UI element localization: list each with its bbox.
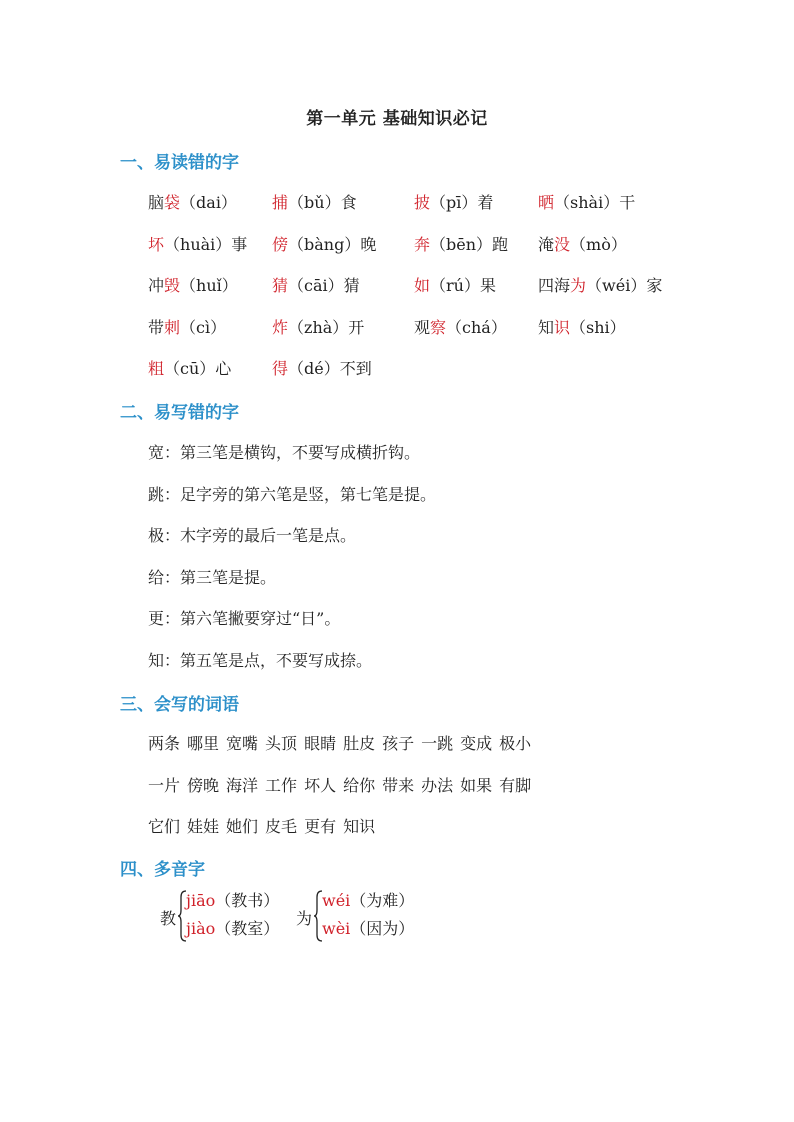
highlight-character: 刺 [164,317,181,337]
miswrite-line: 知：第五笔是点，不要写成捺。 [148,650,373,670]
example-word: （教书） [215,891,280,910]
word-item: 它们 [148,817,181,836]
word-item: 宽嘴 [226,734,259,753]
word-item: 带来 [382,775,415,795]
pinyin-text: （cū）心 [164,359,232,378]
highlight-character: 披 [414,193,431,212]
pinyin-text: （huài）事 [164,234,248,254]
word-item: 坏人 [304,775,337,795]
misread-item [148,273,238,296]
pinyin-text: （cì） [180,317,227,337]
word-item: 一跳 [421,734,454,753]
page-title: 第一单元 基础知识必记 [306,109,488,129]
pinyin-text: （pī）着 [430,193,494,212]
miswrite-line: 给：第三笔是提。 [148,567,277,587]
highlight-character: 袋 [164,193,181,212]
polyphone-reading [186,916,279,939]
miswrite-line: 更：第六笔撇要穿过“日”。 [148,609,341,628]
highlight-character: 奔 [414,234,431,254]
word-item: 更有 [304,817,337,836]
word-item: 变成 [460,734,493,753]
word-item: 极小 [499,734,532,753]
word-item: 海洋 [226,775,259,795]
misread-item [414,315,507,338]
highlight-character: 坏 [148,234,165,254]
section-heading-miswrite: 二、易写错的字 [120,403,239,423]
word-item: 肚皮 [343,734,376,753]
highlight-character: 得 [272,359,289,378]
word-item: 皮毛 [265,817,298,836]
plain-text: 知 [538,317,555,337]
misread-item [272,232,376,255]
misread-item [414,232,508,255]
word-line [148,731,538,754]
polyphone-character: 为 [296,909,313,928]
pinyin-text: （cāi）猜 [288,276,360,295]
example-word: （因为） [350,919,415,938]
pinyin-text: （dai） [180,193,237,212]
polyphone-character: 教 [160,909,177,928]
misread-item [538,315,626,338]
word-item: 给你 [343,775,376,795]
miswrite-line: 极：木字旁的最后一笔是点。 [148,526,357,545]
section-heading-misread: 一、易读错的字 [120,153,239,173]
misread-item [148,190,237,213]
polyphone-reading [322,916,414,939]
pinyin-text: （chá） [446,317,507,337]
word-item: 娃娃 [187,817,220,836]
highlight-character: 猜 [272,276,289,295]
pinyin-text: （bǔ）食 [288,193,357,212]
word-item: 哪里 [187,734,220,753]
misread-item [148,232,247,255]
highlight-character: 没 [554,234,571,254]
word-line [148,773,538,796]
misread-item [272,190,357,213]
highlight-character: 如 [414,276,431,295]
misread-item [538,190,635,213]
pinyin-text: （huǐ） [180,276,238,295]
word-item: 她们 [226,817,259,836]
pinyin-text: （shi） [570,317,626,337]
section-heading-polyphones: 四、多音字 [120,860,205,880]
highlight-character: 察 [430,317,447,337]
highlight-character: 炸 [272,317,289,337]
misread-item [538,273,662,296]
pinyin-text: （rú）果 [430,276,496,295]
word-item: 如果 [460,775,493,795]
miswrite-line: 跳：足字旁的第六笔是竖，第七笔是提。 [148,484,437,504]
highlight-character: 捕 [272,193,289,212]
pinyin-reading: wèi [322,919,351,938]
pinyin-text: （shài）干 [554,193,636,212]
misread-item [414,273,496,296]
word-item: 傍晚 [187,775,220,795]
pinyin-reading: jiào [186,919,216,938]
pinyin-text: （zhà）开 [288,317,365,337]
pinyin-text: （wéi）家 [586,276,663,295]
highlight-character: 识 [554,317,571,337]
misread-item [414,190,493,213]
highlight-character: 晒 [538,193,555,212]
word-item: 两条 [148,734,181,753]
word-item: 眼睛 [304,734,337,753]
word-item: 有脚 [499,775,532,795]
polyphone-reading [186,888,279,911]
misread-item [272,273,360,296]
pinyin-reading: jiāo [186,891,216,910]
word-item: 知识 [343,817,376,836]
word-item: 办法 [421,775,454,795]
plain-text: 四海 [538,276,571,295]
misread-item [148,315,226,338]
word-item: 孩子 [382,734,415,753]
miswrite-line: 宽：第三笔是横钩，不要写成横折钩。 [148,443,421,462]
pinyin-text: （dé）不到 [288,359,372,378]
misread-item [272,315,364,338]
highlight-character: 为 [570,276,587,295]
highlight-character: 粗 [148,359,165,378]
example-word: （教室） [215,919,280,938]
highlight-character: 傍 [272,234,289,254]
pinyin-text: （mò） [570,234,627,254]
pinyin-reading: wéi [322,891,351,910]
plain-text: 脑 [148,193,165,212]
plain-text: 冲 [148,276,165,295]
polyphone-reading [322,888,414,911]
misread-item [272,356,372,379]
plain-text: 观 [414,317,431,337]
word-item: 一片 [148,775,181,795]
word-item: 工作 [265,775,298,795]
section-heading-words: 三、会写的词语 [120,695,239,715]
misread-item [538,232,627,255]
word-item: 头顶 [265,734,298,753]
plain-text: 淹 [538,234,555,254]
pinyin-text: （bàng）晚 [288,234,377,254]
example-word: （为难） [350,891,415,910]
pinyin-text: （bēn）跑 [430,234,509,254]
highlight-character: 毁 [164,276,181,295]
word-line [148,814,382,837]
misread-item [148,356,231,379]
plain-text: 带 [148,317,165,337]
